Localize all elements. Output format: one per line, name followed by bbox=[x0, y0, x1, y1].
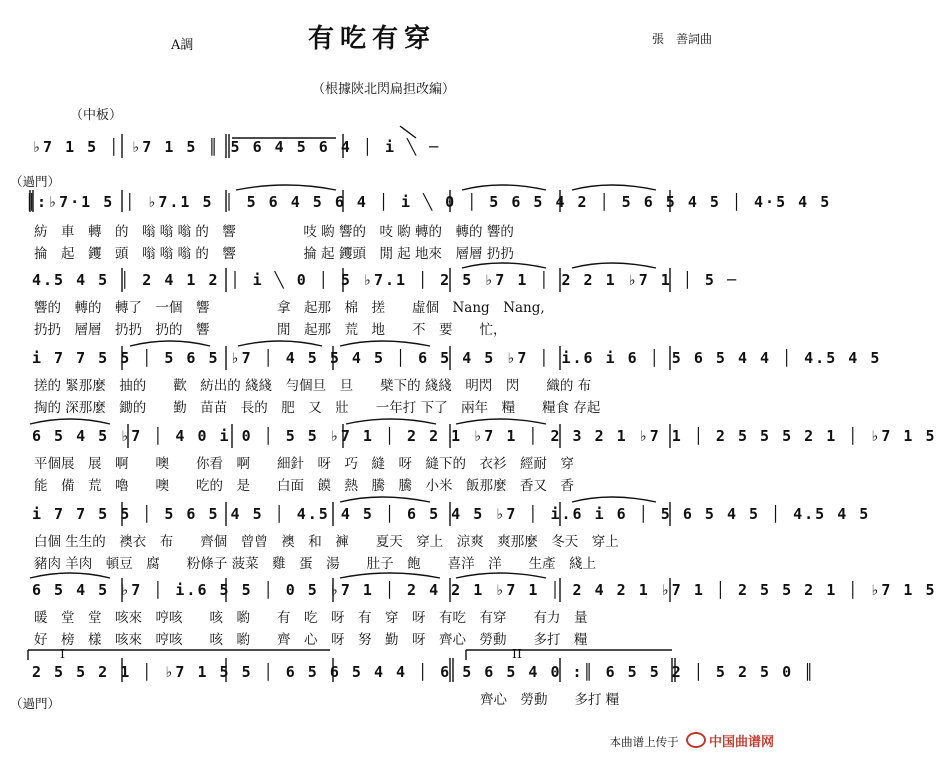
notation-row-3: 4.5 4 5 │ 2 4 1 2 │ i ╲ 0 │ 5 ♭7.1 │ 2 5 ♭7 1 │ 2 2 1 ♭7 1 │ 5 ─ bbox=[32, 271, 738, 289]
author-credit: 張 善詞曲 bbox=[652, 32, 713, 46]
intro-label-1: （過門） bbox=[10, 174, 61, 189]
lyric-row-7-verse-1: 暖 堂 堂 咳來 哼咳 咳 喲 有 吃 呀 有 穿 呀 有吃 有穿 有力 量 bbox=[34, 610, 588, 626]
notation-row-4: i 7 7 5 5 │ 5 6 5 ♭7 │ 4 5 5 4 5 │ 6 5 4 5 ♭7 │ i.6 i 6 │ 5 6 5 4 4 │ 4.5 4 5 bbox=[32, 349, 882, 367]
lyric-row-5-verse-2: 能 備 荒 嚕 噢 吃的 是 白面 饃 熱 騰 騰 小米 飯那麼 香又 香 bbox=[34, 478, 574, 494]
song-subtitle: （根據陝北閃扁担改編） bbox=[312, 82, 456, 97]
lyric-row-3-verse-1: 響的 轉的 轉了 一個 響 拿 起那 棉 搓 虛個 Nang Nang, bbox=[34, 300, 545, 316]
lyric-row-5-verse-1: 平個展 展 啊 噢 你看 啊 細針 呀 巧 縫 呀 縫下的 衣衫 經耐 穿 bbox=[34, 456, 574, 472]
upload-footer bbox=[610, 731, 774, 750]
site-logo-icon bbox=[686, 732, 706, 748]
notation-row-5: 6 5 4 5 ♭7 │ 4 0 i 0 │ 5 5 ♭7 1 │ 2 2 1 ♭7 1 │ 2 3 2 1 ♭7 1 │ 2 5 5 5 2 1 │ ♭7 1 5 bbox=[32, 427, 937, 445]
lyric-row-7-verse-2: 好 榜 樣 咳來 哼咳 咳 喲 齊 心 呀 努 勤 呀 齊心 勞動 多打 糧 bbox=[34, 632, 588, 648]
lyric-row-3-verse-2: 扔扔 層層 扔扔 扔的 響 閒 起那 荒 地 不 要 忙， bbox=[34, 322, 507, 338]
lyric-row-2-verse-1: 紡 車 轉 的 嗡 嗡 嗡 的 響 吱 喲 響的 吱 喲 轉的 轉的 響的 bbox=[34, 224, 514, 240]
lyric-row-6-verse-1: 白個 生生的 襖衣 布 齊個 曾曾 襖 和 褲 夏天 穿上 涼爽 爽那麼 冬天 穿上 bbox=[34, 534, 619, 550]
lyric-row-4-verse-2: 掏的 深那麼 鋤的 勤 苗苗 長的 肥 又 壯 一年打 下了 兩年 糧 糧食 存起 bbox=[34, 400, 601, 416]
notation-row-2: ║:♭7·1 5 │ ♭7.1 5 │ 5 6 4 5 6 4 │ i ╲ 0 │ 5 6 5 4 2 │ 5 6 5 4 5 │ 4·5 4 5 bbox=[26, 193, 832, 211]
lyric-row-2-verse-2: 掄 起 钁 頭 嗡 嗡 嗡 的 響 掄 起 钁頭 閒 起 地來 層層 扔扔 bbox=[34, 246, 514, 262]
footer-prefix: 本曲谱上传于 bbox=[609, 737, 679, 749]
notation-row-6: i 7 7 5 5 │ 5 6 5 4 5 │ 4.5 4 5 │ 6 5 4 5 ♭7 │ i.6 i 6 │ 5 6 5 4 5 │ 4.5 4 5 bbox=[32, 505, 871, 523]
notation-row-7: 6 5 4 5 ♭7 │ i.6 5 5 │ 0 5 ♭7 1 │ 2 4 2 1 ♭7 1 │ 2 4 2 1 ♭7 1 │ 2 5 5 2 1 │ ♭7 1 5 bbox=[32, 581, 937, 599]
song-title: 有吃有穿 bbox=[308, 24, 437, 54]
tempo-marking: （中板） bbox=[70, 108, 123, 123]
notation-row-1: ♭7 1 5 │ ♭7 1 5 ║ 5 6 4 5 6 4 │ i ╲ ─ bbox=[32, 138, 441, 156]
volta-1-marker: I bbox=[60, 646, 65, 661]
lyric-row-8-verse-1: 齊心 勞動 多打 糧 bbox=[480, 692, 620, 708]
lyric-row-4-verse-1: 搓的 緊那麼 抽的 歡 紡出的 綫綫 勻個旦 旦 檗下的 綫綫 明閃 閃 織的 布 bbox=[34, 378, 592, 394]
intro-label-2: （過門） bbox=[10, 696, 61, 711]
notation-row-8: 2 5 5 2 1 │ ♭7 1 5 5 │ 6 5 6 5 4 4 │ 6 5 6 5 4 0 :║ 6 5 5 2 │ 5 2 5 0 ║ bbox=[32, 663, 816, 681]
site-name-link[interactable]: 中国曲谱网 bbox=[708, 734, 774, 749]
key-signature: A調 bbox=[171, 38, 194, 53]
volta-2-marker: II bbox=[512, 646, 522, 661]
lyric-row-6-verse-2: 豬肉 羊肉 頓豆 腐 粉條子 菠菜 雞 蛋 湯 肚子 飽 喜洋 洋 生產 綫上 bbox=[34, 556, 597, 572]
